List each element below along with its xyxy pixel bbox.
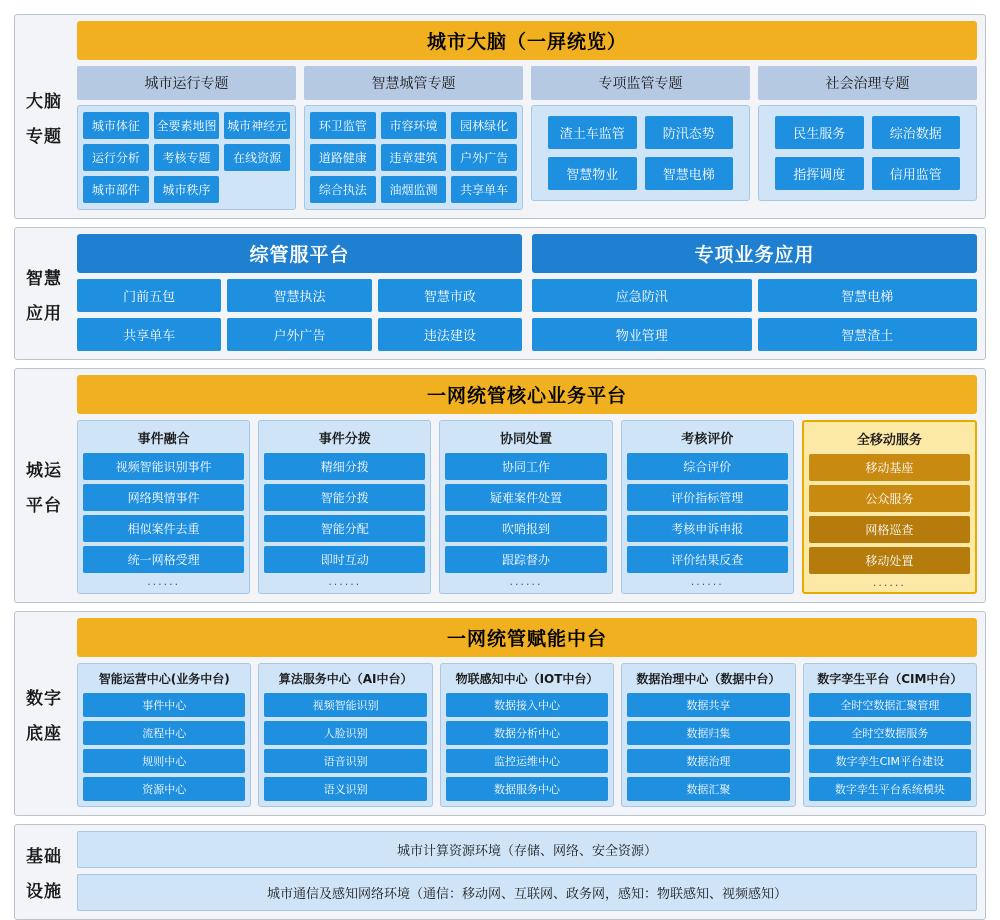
column-title: 物联感知中心（IOT中台） bbox=[455, 672, 599, 686]
band-label-line2: 应用 bbox=[26, 303, 62, 324]
chip-item[interactable]: 统一网格受理 bbox=[83, 546, 244, 573]
band-label-line1: 基础 bbox=[26, 847, 62, 867]
chip-item[interactable]: 疑难案件处置 bbox=[445, 484, 606, 511]
band-label-line2: 平台 bbox=[26, 495, 62, 516]
column-title: 事件分拨 bbox=[318, 432, 371, 447]
core-column-event-dispatch bbox=[258, 420, 431, 594]
chip-item[interactable]: 指挥调度 bbox=[775, 157, 864, 190]
band-digital-foundation bbox=[14, 611, 986, 816]
chip-item[interactable]: 数据分析中心 bbox=[446, 721, 608, 745]
chip-item[interactable]: 语义识别 bbox=[264, 777, 426, 801]
column-title: 算法服务中心（AI中台） bbox=[278, 672, 413, 686]
chip-item[interactable]: 考核申诉申报 bbox=[627, 515, 788, 542]
chip-item[interactable]: 即时互动 bbox=[264, 546, 425, 573]
chip-item[interactable]: 门前五包 bbox=[77, 279, 221, 312]
chip-item[interactable]: 数据服务中心 bbox=[446, 777, 608, 801]
chip-item[interactable]: 全时空数据服务 bbox=[809, 721, 971, 745]
column-title: 数据治理中心（数据中台） bbox=[636, 672, 781, 686]
chip-item[interactable]: 道路健康 bbox=[310, 144, 376, 171]
brain-column-smart-urban-mgmt bbox=[304, 66, 523, 210]
chip-item[interactable]: 应急防汛 bbox=[532, 279, 752, 312]
column-title: 协同处置 bbox=[500, 432, 553, 447]
more-indicator: ...... bbox=[147, 575, 181, 588]
more-indicator: ...... bbox=[509, 575, 543, 588]
chip-item[interactable]: 流程中心 bbox=[83, 721, 245, 745]
chip-item[interactable]: 城市神经元 bbox=[224, 112, 290, 139]
chip-item[interactable]: 智慧电梯 bbox=[758, 279, 978, 312]
core-column-event-fusion bbox=[77, 420, 250, 594]
apps-right-title: 专项业务应用 bbox=[532, 234, 977, 273]
chip-item[interactable]: 数据治理 bbox=[627, 749, 789, 773]
data-column-algorithm-service bbox=[258, 663, 432, 807]
chip-item[interactable]: 户外广告 bbox=[227, 318, 371, 351]
chip-item[interactable]: 数据汇聚 bbox=[627, 777, 789, 801]
band-infrastructure bbox=[14, 824, 986, 920]
chip-item[interactable]: 综合执法 bbox=[310, 176, 376, 203]
core-platform-title: 一网统管核心业务平台 bbox=[77, 375, 977, 414]
band-label-smart-applications bbox=[15, 228, 73, 359]
column-title: 全移动服务 bbox=[856, 433, 922, 448]
chip-item[interactable]: 违章建筑 bbox=[381, 144, 447, 171]
more-indicator: ...... bbox=[328, 575, 362, 588]
chip-item[interactable]: 环卫监管 bbox=[310, 112, 376, 139]
chip-item[interactable]: 协同工作 bbox=[445, 453, 606, 480]
chip-item[interactable]: 视频智能识别事件 bbox=[83, 453, 244, 480]
chip-item[interactable]: 防汛态势 bbox=[645, 116, 734, 149]
chip-item[interactable]: 智能分拨 bbox=[264, 484, 425, 511]
chip-item[interactable]: 评价结果反查 bbox=[627, 546, 788, 573]
chip-item[interactable]: 网络舆情事件 bbox=[83, 484, 244, 511]
band-city-brain bbox=[14, 14, 986, 219]
more-indicator: ...... bbox=[690, 575, 724, 588]
chip-item[interactable]: 监控运维中心 bbox=[446, 749, 608, 773]
data-column-iot-perception bbox=[440, 663, 614, 807]
chip-item[interactable]: 相似案件去重 bbox=[83, 515, 244, 542]
chip-item[interactable]: 共享单车 bbox=[77, 318, 221, 351]
chip-item[interactable]: 规则中心 bbox=[83, 749, 245, 773]
band-label-line1: 大脑 bbox=[26, 91, 62, 112]
chip-item[interactable]: 共享单车 bbox=[451, 176, 517, 203]
infra-bar-network: 城市通信及感知网络环境（通信：移动网、互联网、政务网，感知：物联感知、视频感知） bbox=[77, 874, 977, 911]
more-indicator: ...... bbox=[872, 576, 906, 589]
chip-item[interactable]: 移动处置 bbox=[809, 547, 970, 574]
chip-item[interactable]: 违法建设 bbox=[378, 318, 522, 351]
chip-item[interactable]: 智慧渣土 bbox=[758, 318, 978, 351]
chip-item[interactable]: 视频智能识别 bbox=[264, 693, 426, 717]
chip-item[interactable]: 网格巡查 bbox=[809, 516, 970, 543]
band-label-infrastructure bbox=[15, 825, 73, 919]
band-label-line1: 智慧 bbox=[26, 268, 62, 289]
column-title: 数字孪生平台（CIM中台） bbox=[817, 672, 963, 686]
chip-item[interactable]: 数字孪生CIM平台建设 bbox=[809, 749, 971, 773]
chip-item[interactable]: 油烟监测 bbox=[381, 176, 447, 203]
chip-item[interactable]: 吹哨报到 bbox=[445, 515, 606, 542]
chip-item[interactable]: 移动基座 bbox=[809, 454, 970, 481]
chip-item[interactable]: 综合评价 bbox=[627, 453, 788, 480]
infra-bar-computing: 城市计算资源环境（存储、网络、安全资源） bbox=[77, 831, 977, 868]
core-column-collaborative-handling bbox=[439, 420, 612, 594]
chip-item[interactable]: 公众服务 bbox=[809, 485, 970, 512]
chip-item[interactable]: 智能分配 bbox=[264, 515, 425, 542]
data-column-intelligent-operation bbox=[77, 663, 251, 807]
band-label-line2: 专题 bbox=[26, 126, 62, 147]
band-label-line2: 设施 bbox=[26, 882, 62, 902]
city-brain-title: 城市大脑（一屏统览） bbox=[77, 21, 977, 60]
column-title: 事件融合 bbox=[137, 432, 190, 447]
chip-item[interactable]: 数据共享 bbox=[627, 693, 789, 717]
core-column-assessment bbox=[621, 420, 794, 594]
band-label-line1: 城运 bbox=[26, 460, 62, 481]
chip-item[interactable]: 物业管理 bbox=[532, 318, 752, 351]
chip-item[interactable]: 城市体征 bbox=[83, 112, 149, 139]
band-label-core-platform bbox=[15, 369, 73, 602]
brain-column-social-governance bbox=[758, 66, 977, 210]
column-title: 专项监管专题 bbox=[531, 66, 750, 100]
chip-item[interactable]: 数字孪生平台系统模块 bbox=[809, 777, 971, 801]
chip-item[interactable]: 城市秩序 bbox=[154, 176, 220, 203]
core-column-full-mobile-service bbox=[802, 420, 977, 594]
chip-item[interactable]: 在线资源 bbox=[224, 144, 290, 171]
chip-item[interactable]: 人脸识别 bbox=[264, 721, 426, 745]
chip-item[interactable]: 全时空数据汇聚管理 bbox=[809, 693, 971, 717]
band-smart-applications bbox=[14, 227, 986, 360]
chip-item[interactable]: 跟踪督办 bbox=[445, 546, 606, 573]
column-title: 城市运行专题 bbox=[77, 66, 296, 100]
chip-item[interactable]: 精细分拨 bbox=[264, 453, 425, 480]
chip-item[interactable]: 城市部件 bbox=[83, 176, 149, 203]
chip-item[interactable]: 评价指标管理 bbox=[627, 484, 788, 511]
chip-item[interactable]: 考核专题 bbox=[154, 144, 220, 171]
enablement-platform-title: 一网统管赋能中台 bbox=[77, 618, 977, 657]
chip-item[interactable]: 全要素地图 bbox=[154, 112, 220, 139]
chip-item[interactable]: 数据接入中心 bbox=[446, 693, 608, 717]
chip-item[interactable]: 园林绿化 bbox=[451, 112, 517, 139]
chip-item[interactable]: 民生服务 bbox=[775, 116, 864, 149]
chip-item[interactable]: 市容环境 bbox=[381, 112, 447, 139]
chip-item[interactable]: 综治数据 bbox=[872, 116, 961, 149]
apps-column-special-business bbox=[532, 234, 977, 351]
chip-item[interactable]: 语音识别 bbox=[264, 749, 426, 773]
band-label-city-brain bbox=[15, 15, 73, 218]
chip-item[interactable]: 渣土车监管 bbox=[548, 116, 637, 149]
column-title: 智慧城管专题 bbox=[304, 66, 523, 100]
chip-item[interactable]: 资源中心 bbox=[83, 777, 245, 801]
chip-item[interactable]: 智慧执法 bbox=[227, 279, 371, 312]
band-label-line1: 数字 bbox=[26, 688, 62, 709]
chip-item[interactable]: 户外广告 bbox=[451, 144, 517, 171]
chip-item[interactable]: 事件中心 bbox=[83, 693, 245, 717]
apps-column-comprehensive-platform bbox=[77, 234, 522, 351]
chip-item[interactable]: 信用监管 bbox=[872, 157, 961, 190]
chip-item[interactable]: 智慧电梯 bbox=[645, 157, 734, 190]
column-title: 社会治理专题 bbox=[758, 66, 977, 100]
column-title: 智能运营中心(业务中台) bbox=[98, 672, 230, 686]
brain-column-special-supervision bbox=[531, 66, 750, 210]
band-core-platform bbox=[14, 368, 986, 603]
data-column-data-governance bbox=[621, 663, 795, 807]
chip-item[interactable]: 智慧市政 bbox=[378, 279, 522, 312]
apps-left-title: 综管服平台 bbox=[77, 234, 522, 273]
chip-item[interactable]: 数据归集 bbox=[627, 721, 789, 745]
brain-column-city-operation bbox=[77, 66, 296, 210]
band-label-line2: 底座 bbox=[26, 723, 62, 744]
data-column-digital-twin bbox=[803, 663, 977, 807]
chip-item[interactable]: 运行分析 bbox=[83, 144, 149, 171]
band-label-digital-foundation bbox=[15, 612, 73, 815]
chip-item[interactable]: 智慧物业 bbox=[548, 157, 637, 190]
column-title: 考核评价 bbox=[681, 432, 734, 447]
